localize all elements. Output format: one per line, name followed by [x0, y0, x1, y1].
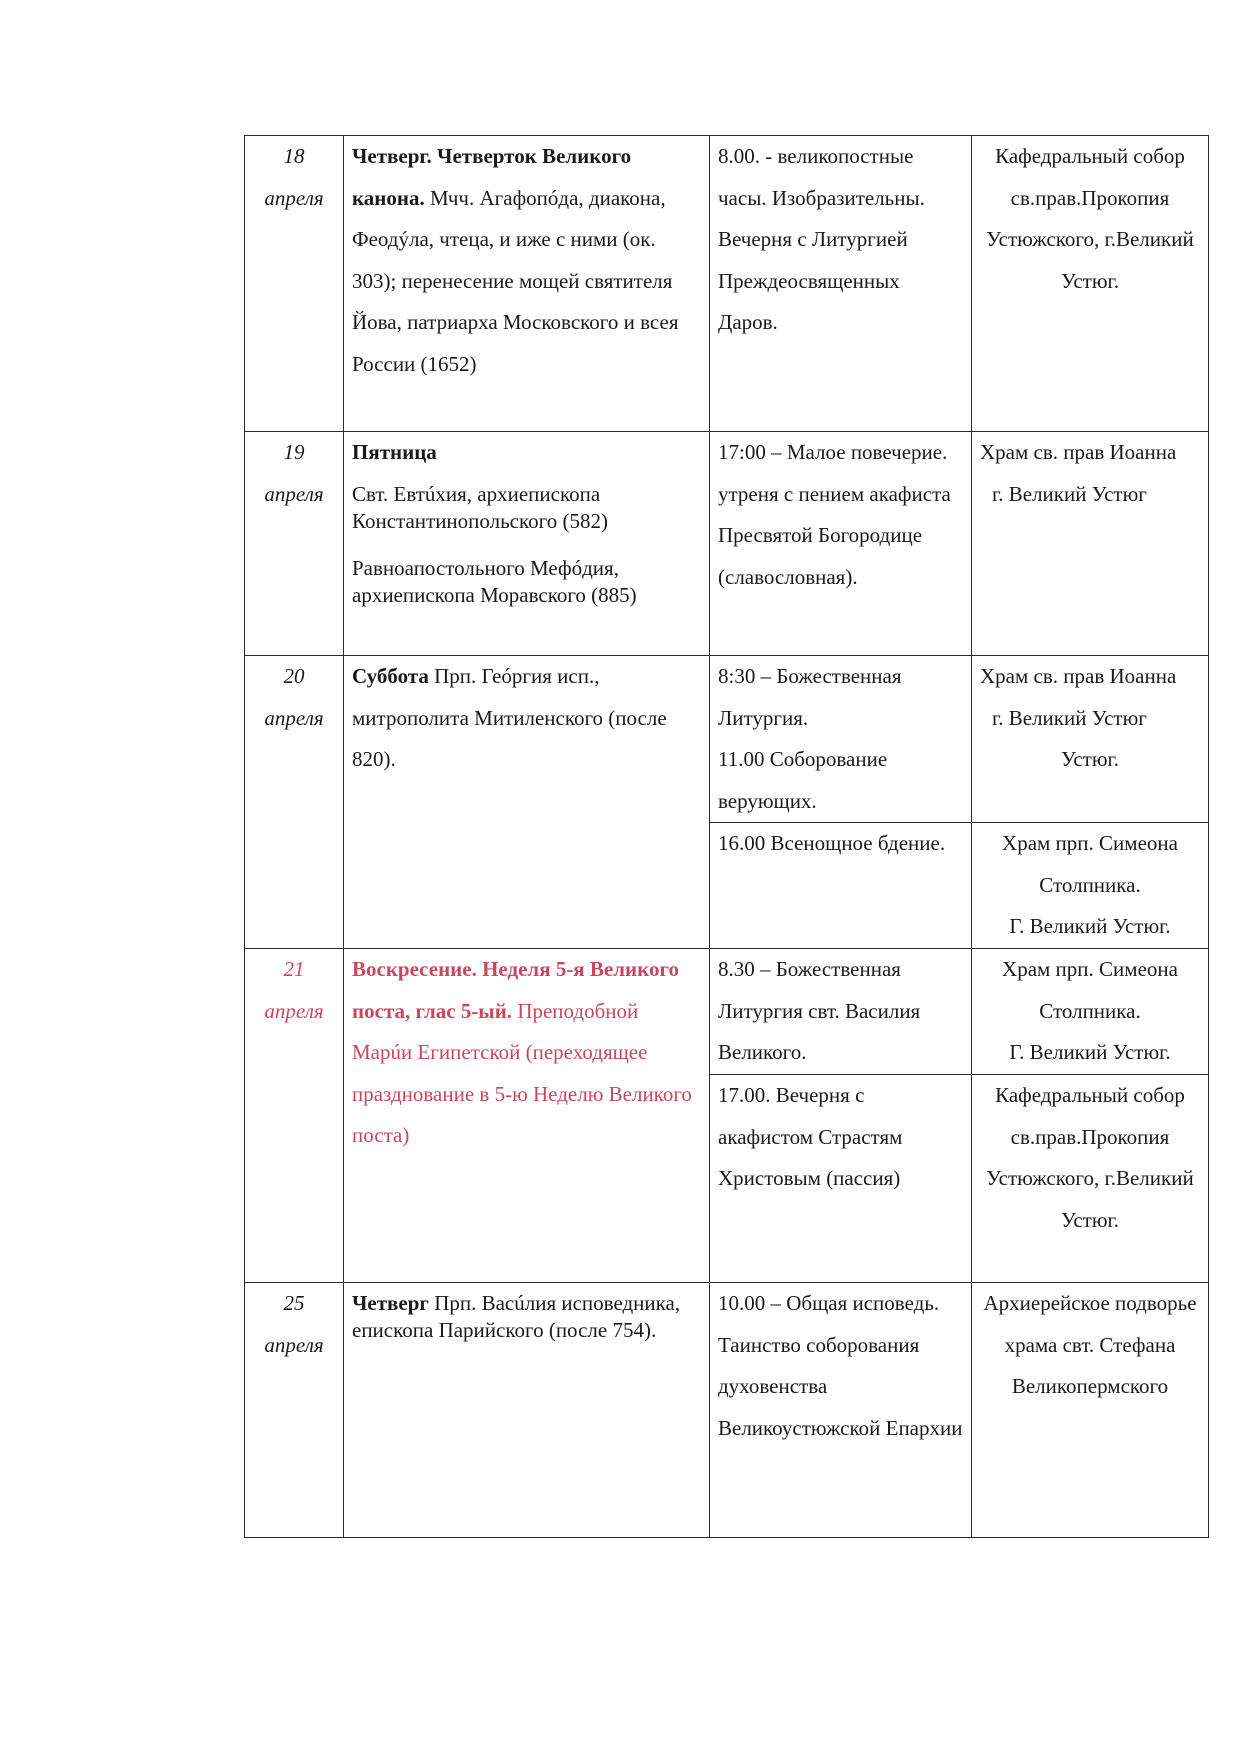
date-month: апреля [264, 185, 324, 210]
date-month: апреля [264, 481, 324, 506]
date-cell [245, 432, 344, 656]
schedule-table [244, 135, 1209, 1538]
place-name: Храм св. прав Иоанна [980, 664, 1177, 688]
service-cell: 16.00 Всенощное бдение. [710, 823, 972, 949]
day-title: Пятница [352, 440, 437, 464]
date-day: 25 [283, 1291, 305, 1315]
table-row [245, 136, 1209, 432]
feast-description [344, 432, 710, 656]
feast-description [344, 1283, 710, 1538]
place-city: г. Великий Устюг [992, 705, 1147, 730]
date-day: 20 [283, 664, 305, 688]
place-city: Устюг. [1060, 747, 1120, 771]
feast-description [344, 136, 710, 432]
feast-text: Свт. Евтúхия, архиепископа Константинопольского (582) [352, 481, 608, 533]
table-row [245, 432, 1209, 656]
feast-description [344, 656, 710, 949]
day-title: Четверг [352, 1291, 429, 1315]
service-cell: 17.00. Вечерня с акафистом Страстям Христовым (пассия) [710, 1075, 972, 1283]
place-cell [972, 823, 1209, 949]
date-day: 19 [283, 440, 305, 464]
date-cell [245, 136, 344, 432]
table-row [245, 949, 1209, 1075]
place-name: Храм прп. Симеона Столпника. [1002, 957, 1178, 1023]
date-cell [245, 656, 344, 949]
date-cell [245, 1283, 344, 1538]
date-month: апреля [264, 998, 324, 1023]
place-city: г. Великий Устюг [992, 481, 1147, 506]
service-cell: 10.00 – Общая исповедь. Таинство соборования духовенства Великоустюжской Епархии [710, 1283, 972, 1538]
feast-description [344, 949, 710, 1283]
service-text: 8:30 – Божественная Литургия. [718, 664, 902, 730]
date-cell [245, 949, 344, 1283]
feast-text: Прп. Васúлия исповедника, епископа Парийского (после 754). [352, 1291, 681, 1342]
place-cell [972, 432, 1209, 656]
place-cell: Кафедральный собор св.прав.Прокопия Устюжского, г.Великий Устюг. [972, 136, 1209, 432]
date-month: апреля [264, 705, 324, 730]
feast-text: Мчч. Агафопóда, диакона, Феодýла, чтеца, и иже с ними (ок. 303); перенесение мощей святителя Йова, патриарха Московского и всея России (1652) [352, 185, 679, 376]
place-cell [972, 949, 1209, 1075]
feast-text: Прп. Геóргия исп., митрополита Митиленского (после 820). [352, 664, 667, 771]
service-cell: 17:00 – Малое повечерие. утреня с пением акафиста Пресвятой Богородице (славословная). [710, 432, 972, 656]
place-name: Храм прп. Симеона Столпника. [1002, 831, 1178, 897]
day-title: Суббота [352, 664, 429, 688]
date-day: 18 [283, 144, 305, 168]
place-name: Храм св. прав Иоанна [980, 440, 1177, 464]
place-city: Г. Великий Устюг. [1009, 914, 1171, 938]
service-text: 11.00 Соборование верующих. [718, 747, 888, 813]
feast-text: Преподобной Марúи Египетской (переходящее празднование в 5-ю Неделю Великого поста) [352, 998, 692, 1147]
date-day: 21 [283, 957, 305, 981]
service-cell [710, 656, 972, 823]
date-month: апреля [264, 1332, 324, 1357]
place-city: Г. Великий Устюг. [1009, 1040, 1171, 1064]
service-cell: 8.00. - великопостные часы. Изобразительны. Вечерня с Литургией Преждеосвященных Даров. [710, 136, 972, 432]
place-cell [972, 656, 1209, 823]
feast-text: Равноапостольного Мефóдия, архиепископа Моравского (885) [352, 555, 637, 607]
day-title: Четверг. Четверток Великого канона. [352, 144, 632, 210]
place-cell: Кафедральный собор св.прав.Прокопия Устюжского, г.Великий Устюг. [972, 1075, 1209, 1283]
day-title: Воскресение. Неделя 5-я Великого поста, глас 5-ый. [352, 957, 679, 1023]
service-cell: 8.30 – Божественная Литургия свт. Василия Великого. [710, 949, 972, 1075]
table-row [245, 1283, 1209, 1538]
table-row [245, 656, 1209, 823]
place-cell: Архиерейское подворье храма свт. Стефана Великопермского [972, 1283, 1209, 1538]
